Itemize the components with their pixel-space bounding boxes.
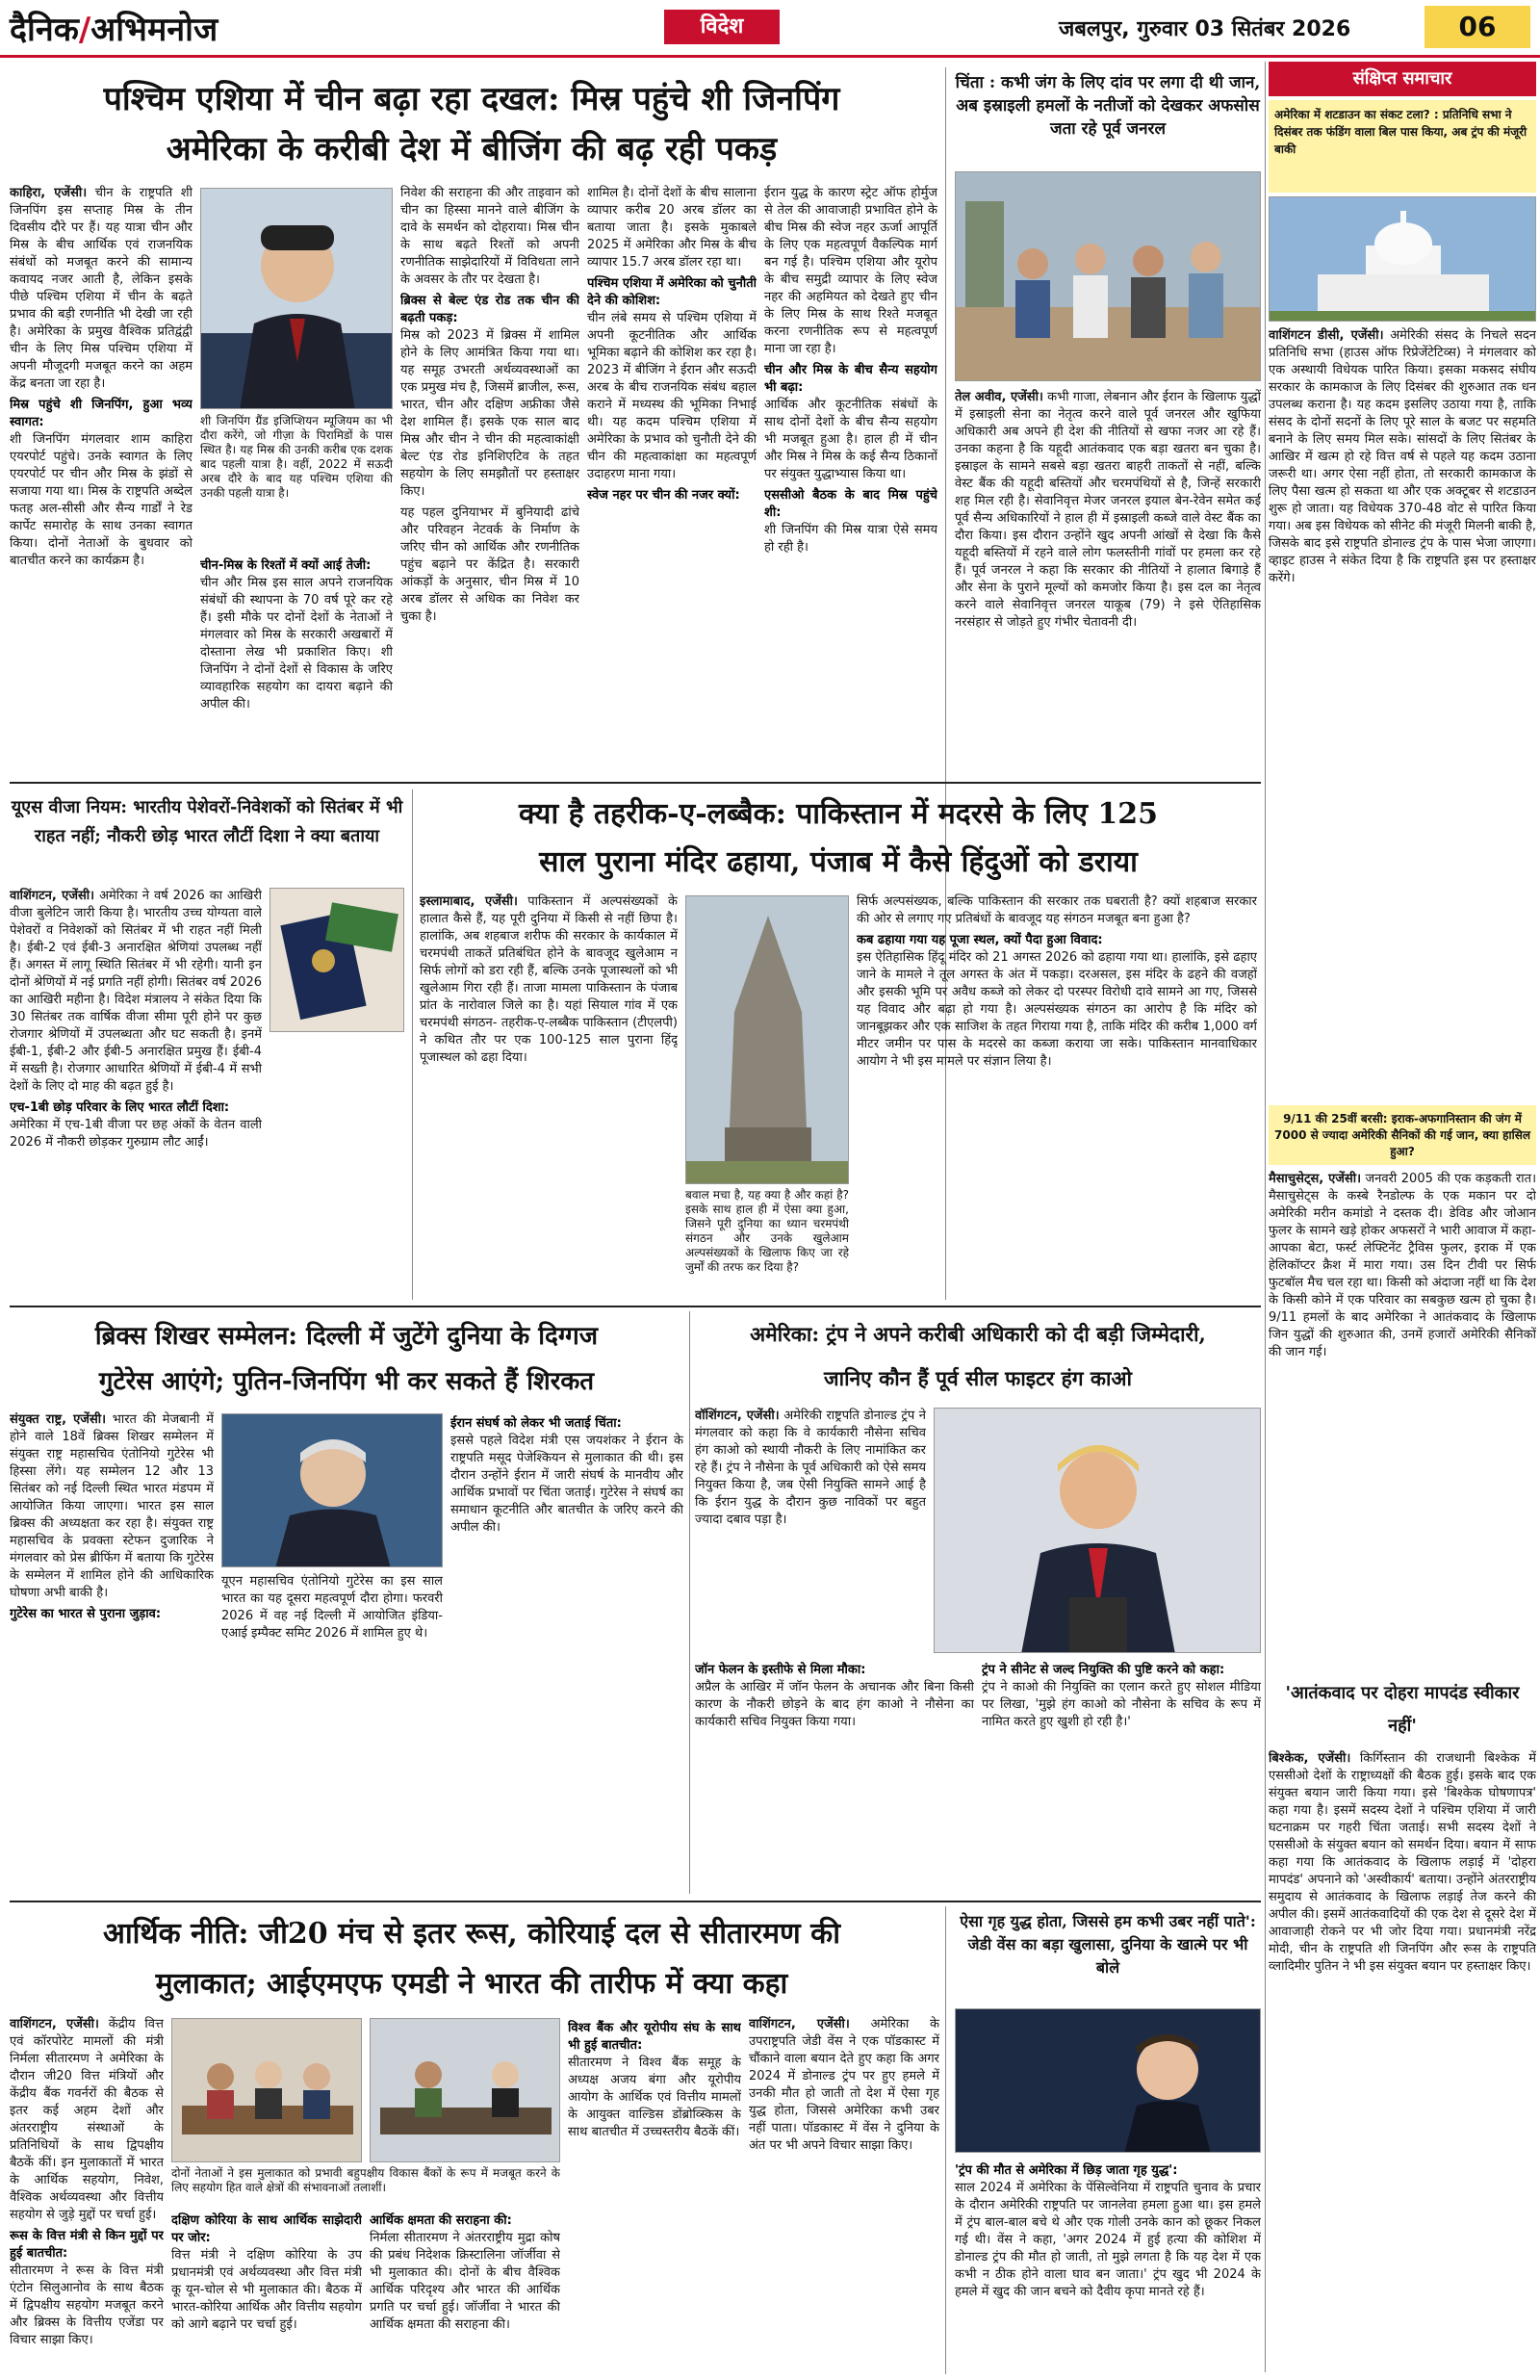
story1-paragraph-1: चीन के राष्ट्रपति शी जिनपिंग इस सप्ताह मिस्र के तीन दिवसीय दौरे पर हैं। यह यात्रा चीन और मिस्र के बीच आर्थिक एवं राजनयिक संबंधों को मजबूत करने की सामान्य कवायद नजर आती है, लेकिन इसके पीछे पश्चिम एशिया में चीन के बढ़ते प्रभाव की बड़ी रणनीति भी देखी जा रही है। अमेरिका के प्रमुख वैश्विक प्रतिद्वंद्वी चीन के लिए मिस्र पश्चिम एशिया में अपनी मौजूदगी मजबूत करने का अहम केंद्र बनता जा रहा है। — [10, 186, 192, 391]
sidebar-text-2: जनवरी 2005 की एक कड़कती रात। मैसाचुसेट्स के कस्बे रैनडोल्फ के एक मकान पर दो अमेरिकी मरीन कमांडो ने दस्तक दी। डेविड और जोआन फुलर के सामने खड़े होकर अफसरों ने भारी आवाज में कहा-आपका बेटा, फर्स्ट लेफ्टिनेंट ट्रैविस फुलर, इराक में एक हेलिकॉप्टर क्रैश में मारा गया। उस दिन टीवी पर सिर्फ फुटबॉल मैच चल रहा था। किसी को अंदाजा नहीं था कि देश के किसी कोने में एक परिवार का सबकुछ खत्म हो चुका है। 9/11 हमलों के बाद अमेरिका ने आतंकवाद के खिलाफ जिन युद्धों की शुरुआत की, उनमें हजारों अमेरिकी सैनिकों की जान गई। — [1269, 1172, 1536, 1359]
story1-paragraph-8: चीन लंबे समय से पश्चिम एशिया में अपनी कूटनीतिक और आर्थिक भूमिका बढ़ाने की कोशिश कर रहा है। 2023 में बीजिंग ने ईरान और सऊदी अरब के बीच राजनयिक संबंध बहाल कराने में मध्यस्थ की भूमिका निभाई थी। यह कदम पश्चिम एशिया में अमेरिका के प्रभाव को चुनौती देने की चीन की महत्वाकांक्षा का महत्वपूर्ण उदाहरण माना गया। — [587, 311, 757, 481]
israel-headline: चिंता : कभी जंग के लिए दांव पर लगा दी थी जान, अब इस्राइली हमलों के नतीजों को देखकर अफसोस जता रहे पूर्व जनरल — [955, 73, 1261, 139]
economy-dateline: वाशिंगटन, एजेंसी। — [10, 2017, 99, 2031]
sidebar-quote-headline: 'आतंकवाद पर दोहरा मापदंड स्वीकार नहीं' — [1285, 1683, 1520, 1736]
economy-subhead-2: दक्षिण कोरिया के साथ आर्थिक साझेदारी पर जोर: — [171, 2213, 362, 2245]
israel-body — [955, 389, 1261, 774]
usvisa-text: अमेरिका ने वर्ष 2026 का आखिरी वीजा बुलेटिन जारी किया है। भारतीय उच्च योग्यता वाले पेशेवरों व निवेशकों को सितंबर में भी राहत नहीं मिली है। ईबी-2 एवं ईबी-3 अनारक्षित श्रेणियां उपलब्ध नहीं हैं। अगस्त में लागू स्थिति सितंबर में भी रहेगी। यानी इन दोनों श्रेणियों में नई प्रगति नहीं होगी। सितंबर वर्ष 2026 का आखिरी महीना है। विदेश मंत्रालय ने संकेत दिया कि 30 सितंबर तक वार्षिक वीजा सीमा पूरी होने पर कुछ रोजगार श्रेणियों में उपलब्धता और घट सकती है। इनमें ईबी-1, ईबी-2 और ईबी-5 अनारक्षित प्रमुख हैं। ईबी-4 में सख्ती है। रोजगार आधारित श्रेणियों में ईबी-4 में सभी देशों के लिए दो माह की बढ़त हुई है। — [10, 889, 262, 1094]
sidebar-title: संक्षिप्त समाचार — [1269, 62, 1536, 96]
sidebar-sco-body — [1269, 1750, 1536, 2367]
usvisa-headline: यूएस वीजा नियम: भारतीय पेशेवरों-निवेशकों को सितंबर में भी राहत नहीं; नौकरी छोड़ भारत लौटीं दिशा ने क्या बताया — [11, 797, 403, 846]
newspaper-logo — [10, 6, 218, 50]
story1-subhead-6: चीन और मिस्र के बीच सैन्य सहयोग भी बढ़ा: — [764, 363, 937, 395]
trump-body-3 — [982, 1658, 1261, 1893]
trump-dateline: वॉशिंगटन, एजेंसी। — [695, 1409, 780, 1423]
economy-text-5: सीतारमण ने विश्व बैंक समूह के अध्यक्ष अजय बंगा और यूरोपीय आयोग के आर्थिक एवं वित्तीय मामलों के आयुक्त वाल्डिस डोंब्रोव्स्किस के साथ बातचीत में उच्चस्तरीय बैठकें कीं। — [568, 2056, 741, 2139]
story1-paragraph-6: यह पहल दुनियाभर में बुनियादी ढांचे और परिवहन नेटवर्क के निर्माण के जरिए चीन को आर्थिक और रणनीतिक पहुंच बढ़ाने पर केंद्रित है। सरकारी आंकड़ों के अनुसार, चीन मिस्र में 10 अरब डॉलर से अधिक का निवेश कर चुका है। — [400, 505, 579, 624]
pakistan-body-2 — [857, 893, 1257, 1298]
pakistan-subhead: कब ढहाया गया यह पूजा स्थल, क्यों पैदा हुआ विवाद: — [857, 933, 1103, 947]
story1-dateline: काहिरा, एजेंसी। — [10, 186, 88, 200]
brics-body-3 — [450, 1411, 683, 1893]
capitol-photo — [1269, 196, 1536, 322]
vance-headline: ऐसा गृह युद्ध होता, जिससे हम कभी उबर नहीं पाते': जेडी वेंस का बड़ा खुलासा, दुनिया के खात्मे पर भी बोले — [960, 1912, 1256, 1977]
story1-paragraph-10: आर्थिक और कूटनीतिक संबंधों के साथ दोनों देशों के बीच सैन्य सहयोग भी मजबूत हुआ है। हाल ही में चीन और मिस्र ने मिस्र के कई सैन्य ठिकानों पर संयुक्त युद्धाभ्यास किया था। — [764, 398, 937, 481]
logo-slash: / — [78, 11, 91, 49]
usvisa-dateline: वाशिंगटन, एजेंसी। — [10, 889, 95, 903]
section-rule-1 — [10, 782, 1261, 784]
story1-headline-2: अमेरिका के करीबी देश में बीजिंग की बढ़ रही पकड़ — [166, 130, 778, 168]
pakistan-headline-1: क्या है तहरीक-ए-लब्बैक: पाकिस्तान में मदरसे के लिए 125 — [519, 797, 1158, 831]
brics-text-3: इससे पहले विदेश मंत्री एस जयशंकर ने ईरान के राष्ट्रपति मसूद पेजेश्कियन से मुलाकात की थी। इस दौरान उन्होंने ईरान में जारी संघर्ष के मानवीय और आर्थिक प्रभावों पर चिंता जताई। गुटेरेस ने संघर्ष का समाधान कूटनीति और बातचीत के जरिए करने की अपील की। — [450, 1434, 683, 1535]
economy-body-2 — [171, 2209, 362, 2374]
story1-paragraph-4: चीन और मिस्र इस साल अपने राजनयिक संबंधों की स्थापना के 70 वर्ष पूरे कर रहे हैं। इसी मौके पर दोनों देशों के नेताओं ने मंगलवार को मिस्र के सरकारी अखबारों में दोस्ताना लेख भी प्रकाशित किए। शी जिनपिंग ने दोनों देशों से विकास के जरिए व्यावहारिक सहयोग का दायरा बढ़ाने की अपील की। — [200, 576, 393, 711]
trump-headline-2: जानिए कौन हैं पूर्व सील फाइटर हंग काओ — [824, 1366, 1132, 1390]
vance-text-1: अमेरिका के उपराष्ट्रपति जेडी वेंस ने एक पॉडकास्ट में चौंकाने वाला बयान देते हुए कहा कि अगर 2024 में डोनाल्ड ट्रंप पर हुए हमले में उनकी मौत हो जाती तो देश में ऐसा गृह युद्ध होता, जिससे अमेरिका कभी उबर नहीं पाता। पॉडकास्ट में वेंस ने दुनिया के अंत पर भी अपने विचार साझा किए। — [749, 2017, 939, 2153]
israel-dateline: तेल अवीव, एजेंसी। — [955, 390, 1043, 404]
sidebar-dateline-3: बिश्केक, एजेंसी। — [1269, 1751, 1351, 1766]
story1-subhead-3: ब्रिक्स से बेल्ट एंड रोड तक चीन की बढ़ती पकड़: — [400, 294, 579, 325]
economy-text-4: निर्मला सीतारमण ने अंतरराष्ट्रीय मुद्रा कोष की प्रबंध निदेशक क्रिस्टालिना जॉर्जीवा से भी मुलाकात की। दोनों के बीच वैश्विक आर्थिक परिदृश्य और भारत की आर्थिक प्रगति पर चर्चा हुई। जॉर्जीवा ने भारत की आर्थिक क्षमता की सराहना की। — [370, 2231, 560, 2332]
brics-divider — [689, 1311, 690, 1894]
pakistan-text-2: सिर्फ अल्पसंख्यक, बल्कि पाकिस्तान की सरकार तक घबराती है? क्यों शहबाज सरकार की ओर से लगाए गए प्रतिबंधों के बावजूद यह संगठन मजबूत बना हुआ है? — [857, 894, 1257, 926]
economy-subhead-4: विश्व बैंक और यूरोपीय संघ के साथ भी हुई बातचीत: — [568, 2021, 741, 2053]
sidebar-shutdown-body — [1269, 327, 1536, 1098]
guterres-photo — [221, 1413, 443, 1567]
economy-divider — [945, 1906, 946, 2374]
brics-headline-1: ब्रिक्स शिखर सम्मेलन: दिल्ली में जुटेंगे दुनिया के दिग्गज — [94, 1322, 599, 1351]
vance-subhead: 'ट्रंप की मौत से अमेरिका में छिड़ जाता गृह युद्ध': — [955, 2163, 1178, 2178]
sidebar-911-headline: 9/11 की 25वीं बरसी: इराक-अफगानिस्तान की जंग में 7000 से ज्यादा अमेरिकी सैनिकों की गई जान, क्या हासिल हुआ? — [1269, 1105, 1536, 1165]
vance-dateline: वाशिंगटन, एजेंसी। — [749, 2017, 850, 2031]
brics-text-1: भारत की मेजबानी में होने वाले 18वें ब्रिक्स शिखर सम्मेलन में संयुक्त राष्ट्र महासचिव एंतोनियो गुटेरेस भी हिस्सा लेंगे। यह सम्मेलन 12 और 13 सितंबर को नई दिल्ली स्थित भारत मंडपम में आयोजित किया जाएगा। भारत इस साल ब्रिक्स की अध्यक्षता कर रहा है। संयुक्त राष्ट्र महासचिव के प्रवक्ता स्टेफन दुजारिक ने मंगलवार को प्रेस ब्रीफिंग में बताया कि गुटेरेस के सम्मेलन में शामिल होने की आधिकारिक घोषणा अभी बाकी है। — [10, 1412, 214, 1600]
pakistan-headline-2: साल पुराना मंदिर ढहाया, पंजाब में कैसे हिंदुओं को डराया — [539, 845, 1138, 879]
story1-column-1 — [10, 185, 192, 726]
economy-subhead-3: आर्थिक क्षमता की सराहना की: — [370, 2213, 512, 2228]
sidebar-dateline-1: वाशिंगटन डीसी, एजेंसी। — [1269, 328, 1384, 343]
passport-photo — [270, 888, 404, 1032]
pakistan-dateline: इस्लामाबाद, एजेंसी। — [420, 894, 518, 909]
story1-column-5 — [764, 185, 937, 726]
trump-subhead: जॉन फेलन के इस्तीफे से मिला मौका: — [695, 1663, 866, 1677]
vance-body-2 — [955, 2159, 1261, 2374]
brics-headline-2: गुटेरेस आएंगे; पुतिन-जिनपिंग भी कर सकते हैं शिरकत — [98, 1367, 595, 1396]
sidebar-divider — [1265, 62, 1266, 2372]
brics-subhead: गुटेरेस का भारत से पुराना जुड़ाव: — [10, 1607, 162, 1621]
sidebar-text-1: अमेरिकी संसद के निचले सदन प्रतिनिधि सभा (हाउस ऑफ रिप्रेजेंटेटिव्स) ने मंगलवार को एक अस्थायी विधेयक पारित किया। इसका मकसद संघीय सरकार के कामकाज के लिए दिसंबर की शुरुआत तक धन उपलब्ध कराना है। यह कदम इसलिए उठाया गया है, ताकि संसद के दोनों सदनों के लिए पूरे साल के बजट पर सहमति बनाने के लिए समय मिल सके। सांसदों के लिए सितंबर के आखिर में खत्म हो रहे वित्त वर्ष से पहले यह कदम उठाना जरूरी था। अगर ऐसा नहीं होता, तो सरकारी कामकाज के लिए पैसा खत्म हो सकता था और एक अक्टूबर से शटडाउन शुरू हो जाता। यह विधेयक 370-48 वोट से पारित किया गया। अब इस विधेयक को सीनेट की मंजूरी मिलनी बाकी है, जिसके बाद इसे राष्ट्रपति डोनाल्ड ट्रंप के पास भेजा जाएगा। व्हाइट हाउस ने संकेत दिया है कि राष्ट्रपति इस पर हस्ताक्षर करेंगे। — [1269, 328, 1536, 585]
trump-photo — [934, 1408, 1261, 1653]
vance-body-1 — [749, 2016, 939, 2374]
pakistan-body-1 — [420, 893, 678, 1298]
economy-text-1: केंद्रीय वित्त एवं कॉरपोरेट मामलों की मंत्री निर्मला सीतारमण ने अमेरिका के दौरान जी20 वित्त मंत्रियों और केंद्रीय बैंक गवर्नरों की बैठक से इतर कई अहम देशों और अंतरराष्ट्रीय संस्थाओं के प्रतिनिधियों के साथ द्विपक्षीय बैठकें कीं। इन मुलाकातों में भारत के आर्थिक सहयोग, निवेश, वैश्विक अर्थव्यवस्था और वित्तीय सहयोग से जुड़े मुद्दों पर चर्चा हुई। — [10, 2017, 164, 2222]
story1-paragraph-2: शी जिनपिंग मंगलवार शाम काहिरा एयरपोर्ट पहुंचे। उनके स्वागत के लिए एयरपोर्ट पर चीन और मिस्र के झंडों से सजाया गया था। मिस्र के राष्ट्रपति अब्देल फतह अल-सीसी और सैन्य गार्डों ने रेड कार्पेट समारोह के साथ उनका स्वागत किया। दोनों नेताओं के बुधवार को बातचीत करने का कार्यक्रम है। — [10, 432, 192, 568]
story1-subhead-5: स्वेज नहर पर चीन की नजर क्यों: — [587, 488, 740, 503]
story1-subhead-4: पश्चिम एशिया में अमेरिका को चुनौती देने की कोशिश: — [587, 276, 757, 308]
sidebar-text-3: किर्गिस्तान की राजधानी बिश्केक में एससीओ देशों के राष्ट्राध्यक्षों की बैठक हुई। इसके बाद एक संयुक्त बयान जारी किया गया। इसे 'बिश्केक घोषणापत्र' कहा गया है। इसमें सदस्य देशों ने पश्चिम एशिया में जारी घटनाक्रम पर गहरी चिंता जताई। सभी सदस्य देशों ने एससीओ के संयुक्त बयान को समर्थन दिया। बयान में साफ कहा गया कि आतंकवाद के खिलाफ लड़ाई में 'दोहरा मापदंड' अपनाने को 'अस्वीकार्य' बताया। उन्होंने अंतरराष्ट्रीय समुदाय से आतंकवाद के खिलाफ लड़ाई तेज करने की अपील की। इसमें आतंकवादियों की एक देश से दूसरे देश में आवाजाही रोकने पर भी जोर दिया गया। प्रधानमंत्री नरेंद्र मोदी, चीन के राष्ट्रपति शी जिनपिंग और रूस के राष्ट्रपति व्लादिमीर पुतिन ने भी इस संयुक्त बयान पर हस्ताक्षर किए। — [1269, 1751, 1536, 1974]
vance-text-2: साल 2024 में अमेरिका के पेंसिल्वेनिया में राष्ट्रपति चुनाव के प्रचार के दौरान अमेरिकी राष्ट्रपति पर जानलेवा हमला हुआ था। इस हमले में ट्रंप बाल-बाल बचे थे और एक गोली उनके कान को छूकर निकल गई थी। वेंस ने कहा, 'अगर 2024 में हुई हत्या की कोशिश में डोनाल्ड ट्रंप की मौत हो जाती, तो मुझे लगता है कि यह देश में एक कभी न ठीक होने वाला घाव बन जाता।' ट्रंप खुद भी 2024 के हमले में खुद की जान बचने को दैवीय कृपा मानते रहे हैं। — [955, 2181, 1261, 2299]
trump-subhead-2: ट्रंप ने सीनेट से जल्द नियुक्ति की पुष्टि करने को कहा: — [982, 1663, 1225, 1677]
israel-text: कभी गाजा, लेबनान और ईरान के खिलाफ युद्धों में इस्राइली सेना का नेतृत्व करने वाले पूर्व जनरल और खुफिया अधिकारी अब अपने ही देश की नीतियों से खफा नजर आ रहे हैं। उनका कहना है कि यहूदी आतंकवाद एक बड़ा खतरा बन चुका है। इस्राइल के सामने सबसे बड़ा खतरा बाहरी ताकतों से नहीं, बल्कि वेस्ट बैंक की यहूदी बस्तियों और चरमपंथियों से है, जिन्हें सरकारी शह मिल रही है। सेवानिवृत्त मेजर जनरल इयाल बेन-रेवेन समेत कई पूर्व सैन्य अधिकारियों ने हाल ही में इस्राइली कब्जे वाले वेस्ट बैंक का दौरा किया। इस दौरान उन्होंने खुद अपनी आंखों से देखा कि कैसे यहूदी बस्तियों में रहने वाले लोग फलस्तीनी गांवों पर हमला कर रहे हैं। पूर्व जनरल ने कहा कि सरकार की नीतियों ने हालात बिगाड़े हैं और सेना के पुराने मूल्यों को कमजोर किया है। इस दल का नेतृत्व करने वाले सेवानिवृत्त जनरल याकूब (79) ने इसे ऐतिहासिक नरसंहार से जोड़ते हुए गंभीर चेतावनी दी। — [955, 390, 1261, 630]
story1-column-3 — [400, 185, 579, 726]
temple-photo — [685, 895, 849, 1184]
trump-body-1 — [695, 1408, 926, 1653]
logo-text-left: दैनिक — [10, 11, 79, 49]
story1-paragraph-9: ईरान युद्ध के कारण स्ट्रेट ऑफ होर्मुज से तेल की आवाजाही प्रभावित होने के बीच मिस्र की स्वेज नहर ऊर्जा आपूर्ति के लिए एक महत्वपूर्ण वैकल्पिक मार्ग बन गई है। पश्चिम एशिया और यूरोप के बीच समुद्री व्यापार के लिए स्वेज नहर की अहमियत को देखते हुए चीन के लिए मिस्र के साथ रिश्ते मजबूत करना रणनीतिक रूप से महत्वपूर्ण माना जा रहा है। — [764, 186, 937, 356]
vance-photo — [955, 2008, 1261, 2153]
economy-text-3: वित्त मंत्री ने दक्षिण कोरिया के उप प्रधानमंत्री एवं अर्थव्यवस्था और वित्त मंत्री कू यून-चोल से भी मुलाकात की। बैठक में भारत-कोरिया आर्थिक और वित्तीय सहयोग को आगे बढ़ाने पर चर्चा हुई। — [171, 2248, 362, 2332]
sitharaman-meeting-photo-1 — [171, 2018, 362, 2162]
story1-paragraph-11: शी जिनपिंग की मिस्र यात्रा ऐसे समय हो रही है। — [764, 523, 937, 555]
story1-paragraph-5: मिस्र को 2023 में ब्रिक्स में शामिल होने के लिए आमंत्रित किया गया था। यह समूह उभरती अर्थव्यवस्थाओं का एक प्रमुख मंच है, जिसमें ब्राजील, रूस, भारत, चीन और दक्षिण अफ्रीका जैसे देश शामिल हैं। इसके एक साल बाद मिस्र और चीन ने चीन की महत्वाकांक्षी बेल्ट एंड रोड इनिशिएटिव के तहत सहयोग के लिए समझौतों पर हस्ताक्षर किए। — [400, 328, 579, 499]
story1-subhead-1: मिस्र पहुंचे शी जिनपिंग, हुआ भव्य स्वागत: — [10, 398, 192, 429]
usvisa-subhead: एच-1बी छोड़ परिवार के लिए भारत लौटीं दिशा: — [10, 1100, 230, 1115]
story1-paragraph-3: निवेश की सराहना की और ताइवान को चीन का हिस्सा मानने वाले बीजिंग के दावे के समर्थन को दोहराया। मिस्र चीन के साथ बढ़ते रिश्तों को अपनी रणनीतिक साझेदारियों में विविधता लाने के अवसर के तौर पर देखता है। — [400, 186, 579, 287]
economy-subhead-1: रूस के वित्त मंत्री से किन मुद्दों पर हुई बातचीत: — [10, 2229, 164, 2261]
trump-text-2: अप्रैल के आखिर में जॉन फेलन के अचानक और बिना किसी कारण के नौकरी छोड़ने के बाद हंग काओ ने नौसेना का कार्यकारी सचिव नियुक्त किया गया। — [695, 1680, 974, 1729]
usvisa-divider — [412, 789, 413, 1300]
sidebar-dateline-2: मैसाचुसेट्स, एजेंसी। — [1269, 1172, 1362, 1186]
story1-paragraph-7: शामिल है। दोनों देशों के बीच सालाना व्यापार करीब 20 अरब डॉलर का बताया जाता है। इसके मुकाबले 2025 में अमेरिका और मिस्र के बीच व्यापार 15.7 अरब डॉलर रहा था। — [587, 186, 757, 270]
brics-dateline: संयुक्त राष्ट्र, एजेंसी। — [10, 1412, 107, 1427]
trump-text-3: ट्रंप ने काओ की नियुक्ति का एलान करते हुए सोशल मीडिया पर लिखा, 'मुझे हंग काओ को नौसेना के सचिव के रूप में नामित करते हुए खुशी हो रही है।' — [982, 1680, 1261, 1729]
economy-body-1 — [10, 2016, 164, 2374]
economy-photo-caption: दोनों नेताओं ने इस मुलाकात को प्रभावी बहुपक्षीय विकास बैंकों के रूप में मजबूत करने के लिए सहयोग हित वाले क्षेत्रों की संभावनाओं तलाशीं। — [171, 2166, 560, 2194]
economy-text-2: सीतारमण ने रूस के वित्त मंत्री एंटोन सिलुआनोव के साथ बैठक में द्विपक्षीय सहयोग मजबूत करने और ब्रिक्स के वित्तीय एजेंडा पर विचार साझा किए। — [10, 2264, 164, 2347]
economy-headline-1: आर्थिक नीति: जी20 मंच से इतर रूस, कोरियाई दल से सीतारमण की — [102, 1917, 840, 1951]
brics-body-1 — [10, 1411, 214, 1893]
page-number: 06 — [1424, 6, 1530, 48]
masthead — [0, 0, 1540, 58]
xi-jinping-photo — [200, 188, 393, 409]
xi-photo-caption: शी जिनपिंग ग्रैंड इजिप्शियन म्यूजियम का भी दौरा करेंगे, जो गीज़ा के पिरामिडों के पास स्थित है। यह मिस्र की उनकी करीब एक दशक बाद पहली यात्रा है। वहीं, 2022 में सऊदी अरब दौरे के बाद यह पश्चिम एशिया की उनकी पहली यात्रा है। — [200, 414, 393, 500]
trump-text-1: अमेरिकी राष्ट्रपति डोनाल्ड ट्रंप ने मंगलवार को कहा कि वे कार्यकारी नौसेना सचिव हंग काओ को स्थायी नौकरी के लिए नामांकित कर रहे हैं। ट्रंप ने नौसेना के पूर्व अधिकारी को ऐसे समय नियुक्त किया है, जब ऐसी नियुक्ति सामने आई है कि ईरान युद्ध के दौरान कुछ नाविकों पर बहुत ज्यादा दबाव पड़ा है। — [695, 1409, 926, 1527]
generals-photo — [955, 171, 1261, 381]
brics-text-2: यूएन महासचिव एंतोनियो गुटेरेस का इस साल भारत का यह दूसरा महत्वपूर्ण दौरा होगा। फरवरी 2026 में वह नई दिल्ली में आयोजित इंडिया-एआई इम्पैक्ट समिट 2026 में शामिल हुए थे। — [221, 1574, 443, 1641]
pakistan-text-1: पाकिस्तान में अल्पसंख्यकों के हालात कैसे हैं, यह पूरी दुनिया में किसी से नहीं छिपा है। हालांकि, अब शहबाज शरीफ की सरकार के कार्यकाल में चरमपंथी ताकतें प्रतिबंधित होने के बावजूद खुलेआम न सिर्फ लोगों को डरा रही हैं, बल्कि उनके पूजास्थलों को भी खुलेआम गिरा रही हैं। ताजा मामला पाकिस्तान के पंजाब प्रांत के नारोवाल जिले का है। यहां सियाल गांव में एक चरमपंथी संगठन- तहरीक-ए-लब्बैक पाकिस्तान (टीएलपी) ने कथित तौर पर एक 100-125 साल पुराना हिंदू पूजास्थल को ढहा दिया। — [420, 894, 678, 1065]
section-tag: विदेश — [664, 10, 780, 44]
economy-headline-2: मुलाकात; आईएमएफ एमडी ने भारत की तारीफ में क्या कहा — [155, 1967, 788, 2001]
section-rule-3 — [10, 1901, 1261, 1902]
economy-body-4 — [568, 2016, 741, 2374]
issue-date: जबलपुर, गुरुवार 03 सितंबर 2026 — [1059, 17, 1351, 41]
story1-headline-1: पश्चिम एशिया में चीन बढ़ा रहा दखल: मिस्र पहुंचे शी जिनपिंग — [103, 80, 840, 118]
story1-column-4 — [587, 185, 757, 726]
logo-text-right: अभिमनोज — [90, 11, 218, 49]
sidebar-911-body — [1269, 1171, 1536, 1671]
usvisa-text-2: अमेरिका में एच-1बी वीजा पर छह अंकों के वेतन वाली 2026 में नौकरी छोड़कर गुरुग्राम लौट आईं। — [10, 1118, 262, 1150]
sidebar-shutdown-headline: अमेरिका में शटडाउन का संकट टला? : प्रतिनिधि सभा ने दिसंबर तक फंडिंग वाला बिल पास किया, अब ट्रंप की मंजूरी बाकी — [1269, 100, 1536, 193]
brics-body-2 — [221, 1573, 443, 1891]
trump-headline-1: अमेरिका: ट्रंप ने अपने करीबी अधिकारी को दी बड़ी जिम्मेदारी, — [750, 1322, 1206, 1346]
story1-subhead-2: चीन-मिस्र के रिश्तों में क्यों आई तेजी: — [200, 558, 372, 573]
pakistan-text-3: इस ऐतिहासिक हिंदू मंदिर को 21 अगस्त 2026 को ढहाया गया था। हालांकि, इसे ढहाए जाने के मामले ने तूल अगस्त के अंत में पकड़ा। दरअसल, इस मंदिर के ढहने की वजहों और इसकी भूमि पर अवैध कब्जे को लेकर दो परस्पर विरोधी दावे सामने आ गए, जिससे यह विवाद और बढ़ा हो गया है। अल्पसंख्यक संगठन का आरोप है कि मंदिर को जानबूझकर और एक साजिश के तहत गिराया गया है, ताकि मंदिर की करीब 1,000 वर्ग मीटर जमीन पर पास के मदरसे का कब्जा कराया जा सके। पाकिस्तान मानवाधिकार आयोग ने भी इस मामले पर संज्ञान लिया है। — [857, 950, 1257, 1069]
trump-body-2 — [695, 1658, 974, 1893]
temple-caption: बवाल मचा है, यह क्या है और कहां है? इसके साथ हाल ही में ऐसा क्या हुआ, जिसने पूरी दुनिया का ध्यान चरमपंथी संगठन और उनके खुलेआम अल्पसंख्यकों के खिलाफ किए जा रहे जुर्मों की तरफ कर दिया है? — [685, 1188, 849, 1274]
economy-body-3 — [370, 2209, 560, 2374]
sitharaman-meeting-photo-2 — [370, 2018, 560, 2162]
story1-column-2b — [200, 554, 393, 727]
story1-subhead-7: एससीओ बैठक के बाद मिस्र पहुंचे शी: — [764, 488, 937, 520]
brics-subhead-2: ईरान संघर्ष को लेकर भी जताई चिंता: — [450, 1416, 622, 1431]
usvisa-body — [10, 888, 262, 1302]
section-rule-2 — [10, 1306, 1261, 1307]
